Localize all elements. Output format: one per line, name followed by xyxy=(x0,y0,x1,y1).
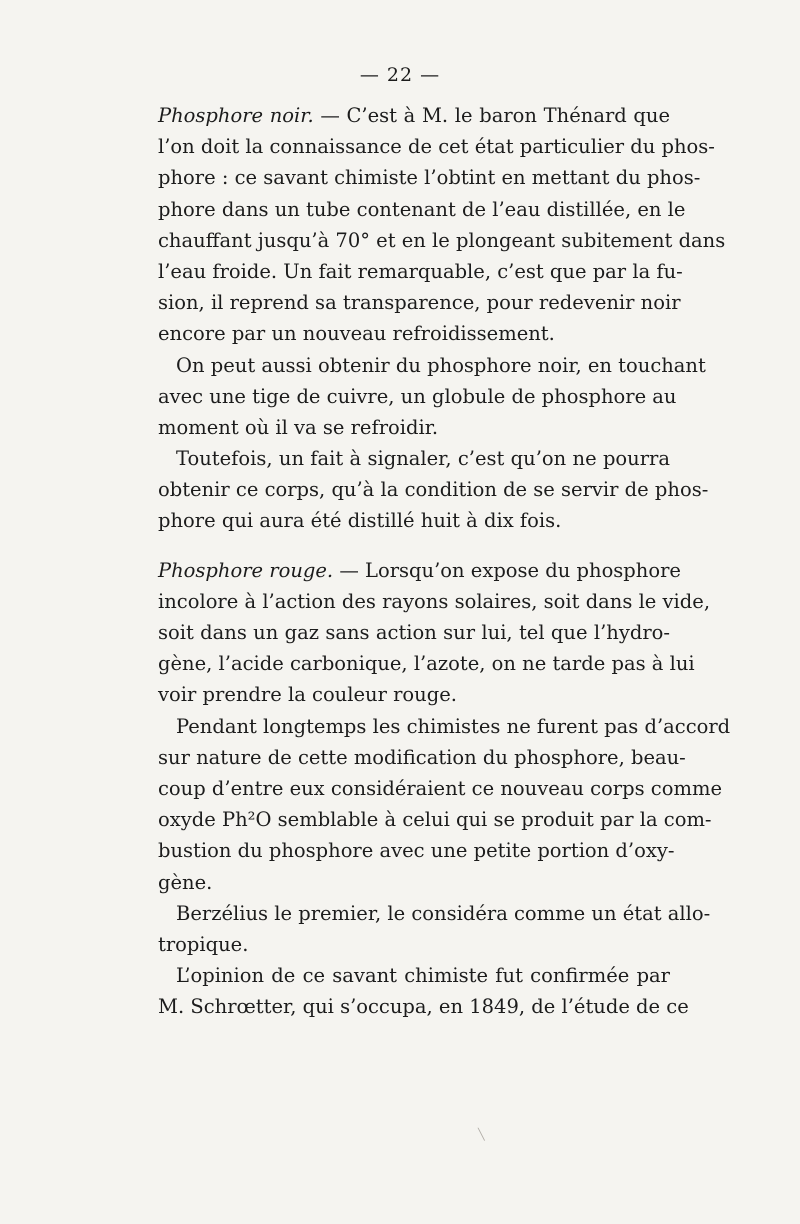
text-line: avec une tige de cuivre, un globule de phosphore au xyxy=(158,384,677,408)
paragraph xyxy=(158,711,731,898)
scan-speck: ╲ xyxy=(478,1128,485,1141)
section-heading: Phosphore rouge. xyxy=(158,558,334,582)
text-line: M. Schrœtter, qui s’occupa, en 1849, de l’étude de ce xyxy=(158,995,689,1019)
text-line: l’eau froide. Un fait remarquable, c’est que par la fu- xyxy=(158,259,683,283)
text-line: On peut aussi obtenir du phosphore noir, en touchant xyxy=(176,353,706,377)
line-text: — C’est à M. le baron Thénard que xyxy=(313,104,670,127)
text-line: oxyde Ph²O semblable à celui qui se produit par la com- xyxy=(158,808,712,832)
text-line: moment où il va se refroidir. xyxy=(158,415,439,439)
text-line: sur nature de cette modification du phosphore, beau- xyxy=(158,745,686,769)
text-line: phore dans un tube contenant de l’eau distillée, en le xyxy=(158,197,686,221)
text-line: tropique. xyxy=(158,932,249,956)
text-line: coup d’entre eux considéraient ce nouveau corps comme xyxy=(158,776,722,800)
paragraph xyxy=(158,443,709,537)
text-line: chauffant jusqu’à 70° et en le plongeant subitement dans xyxy=(158,228,726,252)
section-heading: Phosphore noir. xyxy=(158,104,314,127)
text-line: soit dans un gaz sans action sur lui, tel que l’hydro- xyxy=(158,621,670,644)
text-line: obtenir ce corps, qu’à la condition de se servir de phos- xyxy=(158,478,709,502)
text-line xyxy=(158,100,670,131)
text-line: phore qui aura été distillé huit à dix fois. xyxy=(158,509,562,533)
text-line: incolore à l’action des rayons solaires, soit dans le vide, xyxy=(158,589,711,613)
text-line: voir prendre la couleur rouge. xyxy=(158,683,457,707)
text-line: encore par un nouveau refroidissement. xyxy=(158,322,555,346)
text-line: gène. xyxy=(158,870,213,894)
section-spacer xyxy=(158,537,670,555)
page-number: — 22 — xyxy=(359,64,441,86)
text-line: l’on doit la connaissance de cet état particulier du phos- xyxy=(158,135,715,159)
text-line: Berzélius le premier, le considéra comme un état allo- xyxy=(176,901,711,925)
body-text xyxy=(158,100,731,1022)
text-line: Pendant longtemps les chimistes ne furent pas d’accord xyxy=(176,714,731,738)
paragraph xyxy=(158,960,689,1022)
text-line xyxy=(158,555,681,586)
paragraph xyxy=(158,350,706,444)
paragraph xyxy=(158,100,726,350)
text-line: L’opinion de ce savant chimiste fut confirmée par xyxy=(176,964,670,988)
text-line: phore : ce savant chimiste l’obtint en mettant du phos- xyxy=(158,166,701,190)
paragraph xyxy=(158,555,711,711)
text-line: gène, l’acide carbonique, l’azote, on ne tarde pas à lui xyxy=(158,652,695,676)
text-line: bustion du phosphore avec une petite portion d’oxy- xyxy=(158,839,675,863)
text-line: Toutefois, un fait à signaler, c’est qu’on ne pourra xyxy=(176,447,670,471)
text-line: sion, il reprend sa transparence, pour redevenir noir xyxy=(158,291,681,315)
line-text: — Lorsqu’on expose du phosphore xyxy=(333,558,681,582)
paragraph xyxy=(158,898,711,960)
